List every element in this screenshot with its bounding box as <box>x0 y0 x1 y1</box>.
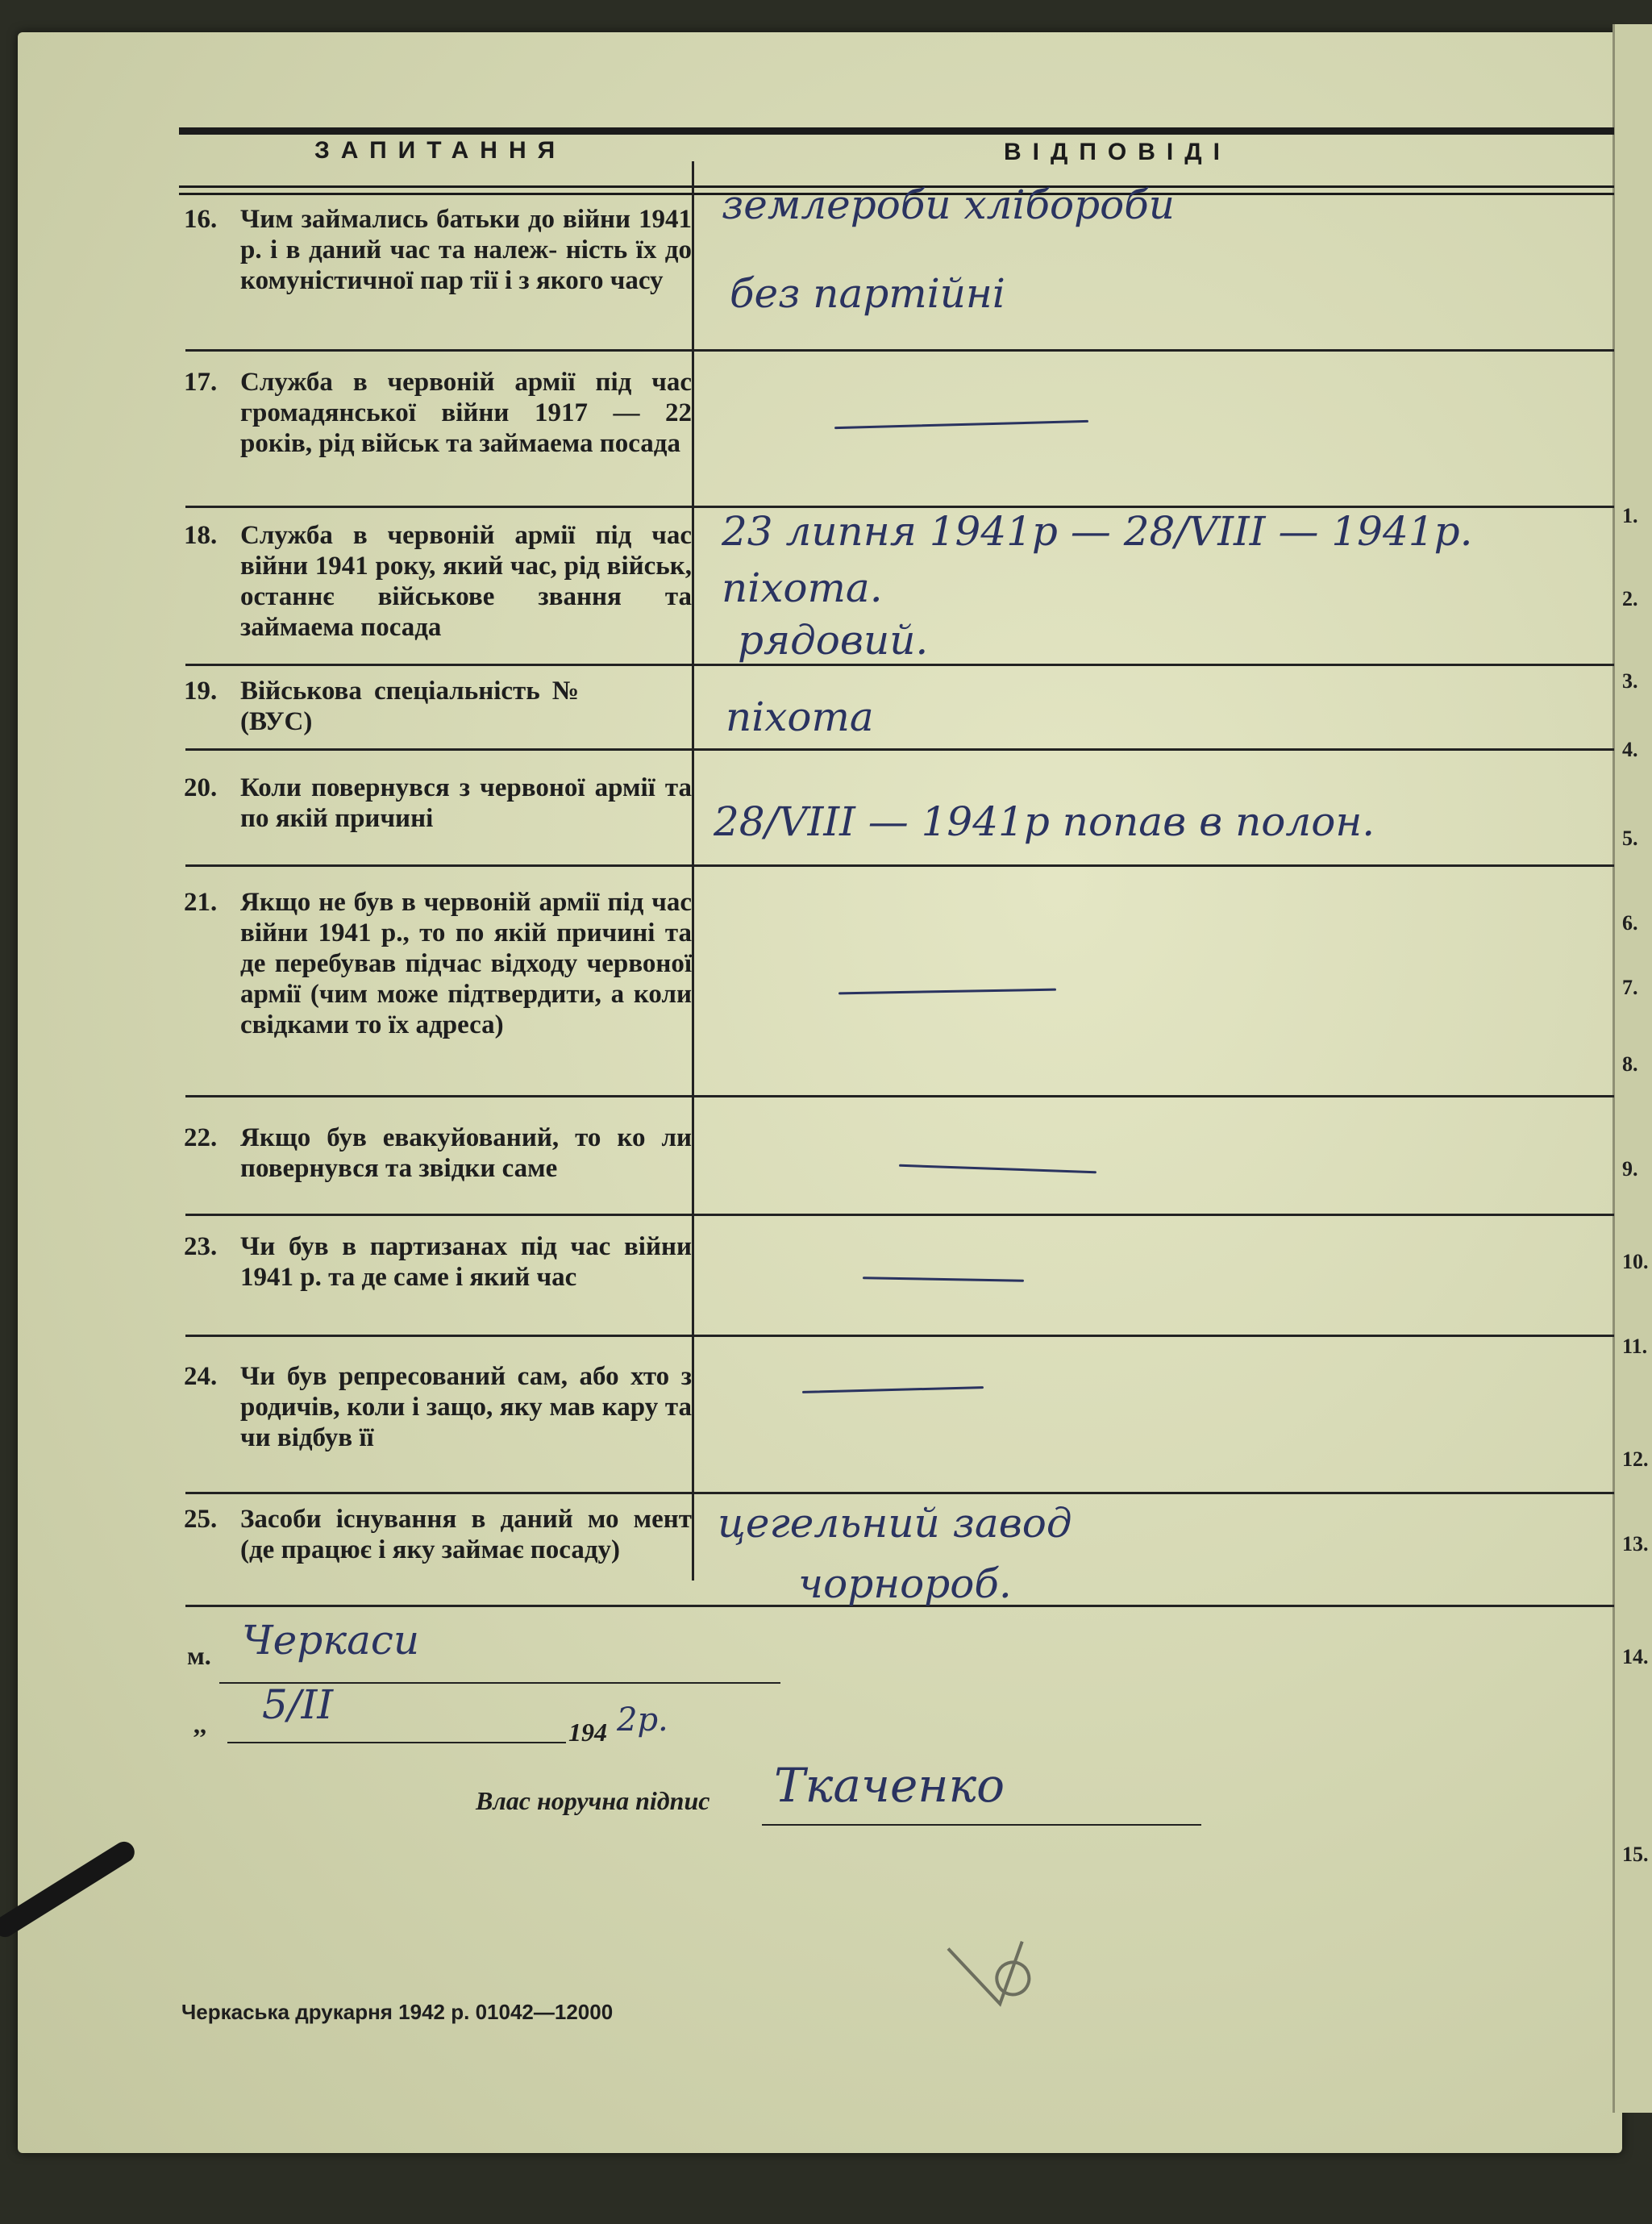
question-16 <box>184 204 692 296</box>
date-year-printed: 194 <box>568 1718 607 1747</box>
question-text: Військова спеціальність № (ВУС) <box>240 677 579 736</box>
question-25 <box>184 1504 692 1565</box>
question-22 <box>184 1122 692 1184</box>
question-number: 20. <box>184 773 218 802</box>
adjacent-page-number: 12. <box>1622 1447 1649 1471</box>
adjacent-page-number: 5. <box>1622 827 1638 850</box>
row-separator <box>185 748 1614 751</box>
date-year-handwritten: 2р. <box>617 1701 668 1739</box>
place-value: Черкаси <box>242 1617 420 1664</box>
date-underline <box>227 1742 566 1743</box>
row-separator <box>185 1095 1614 1097</box>
question-number: 24. <box>184 1362 218 1391</box>
question-text: Якщо не був в червоній армії під час війни 1941 р., то по якій причині та де перебував підчас відходу червоної армії (чим може підтвердити, а коли свідками то їх адреса) <box>240 888 692 1039</box>
question-text: Чи був репресований сам, або хто з родичів, коли і защо, яку мав кару та чи відбув її <box>240 1362 692 1452</box>
adjacent-page-number: 11. <box>1622 1335 1648 1358</box>
answer-16-line-2: без партійні <box>730 270 1005 317</box>
adjacent-page-number: 7. <box>1622 976 1638 999</box>
question-number: 16. <box>184 205 218 234</box>
answer-25-line-2: чорнороб. <box>798 1560 1012 1607</box>
question-number: 17. <box>184 368 218 397</box>
adjacent-page-number: 3. <box>1622 669 1638 693</box>
question-17 <box>184 367 692 459</box>
signature-value: Ткаченко <box>774 1758 1005 1813</box>
row-separator <box>185 1492 1614 1494</box>
question-21 <box>184 887 692 1040</box>
column-divider <box>692 161 694 1581</box>
adjacent-page-number: 15. <box>1622 1843 1649 1866</box>
answers-header: ВІДПОВІДІ <box>1004 139 1231 165</box>
adjacent-page-number: 4. <box>1622 738 1638 761</box>
row-separator <box>185 864 1614 867</box>
question-text: Чим займались батьки до війни 1941 р. і в даний час та належ- ність їх до комуністичної пар тії і з якого часу <box>240 205 692 295</box>
question-number: 25. <box>184 1505 218 1534</box>
question-number: 19. <box>184 677 218 706</box>
question-number: 21. <box>184 888 218 917</box>
question-text: Служба в червоній армії під час громадянської війни 1917 — 22 років, рід військ та займаема посада <box>240 368 692 458</box>
signature-label: Влас норучна підпис <box>476 1786 710 1815</box>
question-text: Якщо був евакуйований, то ко ли повернувся та звідки саме <box>240 1123 692 1183</box>
answer-19: піхота <box>726 693 874 740</box>
question-number: 23. <box>184 1232 218 1261</box>
question-text: Засоби існування в даний мо мент (де працює і яку займає посаду) <box>240 1505 692 1564</box>
question-24 <box>184 1361 692 1453</box>
row-separator <box>185 1214 1614 1216</box>
answer-16-line-1: землероби хлібороби <box>722 181 1175 228</box>
question-number: 22. <box>184 1123 218 1152</box>
signature-underline <box>762 1824 1201 1826</box>
adjacent-page-number: 8. <box>1622 1052 1638 1076</box>
question-23 <box>184 1231 692 1293</box>
question-number: 18. <box>184 521 218 550</box>
header-top-rule <box>179 127 1614 135</box>
question-text: Коли повернувся з червоної армії та по якій причині <box>240 773 692 833</box>
printer-imprint: Черкаська друкарня 1942 р. 01042—12000 <box>181 2000 614 2024</box>
question-text: Служба в червоній армії під час війни 1941 року, який час, рід військ, останнє військове звання та займаема посада <box>240 521 692 642</box>
place-prefix: м. <box>187 1641 211 1670</box>
question-text: Чи був в партизанах під час війни 1941 р. та де саме і який час <box>240 1232 692 1292</box>
date-value: 5/II <box>262 1681 334 1728</box>
adjacent-page-number: 13. <box>1622 1532 1649 1556</box>
answer-25-line-1: цегельний завод <box>718 1500 1072 1547</box>
row-separator <box>185 1335 1614 1337</box>
questions-header: ЗАПИТАННЯ <box>314 137 567 164</box>
adjacent-page-number: 6. <box>1622 911 1638 935</box>
adjacent-page-number: 2. <box>1622 587 1638 610</box>
row-separator <box>185 664 1614 666</box>
answer-18-line-2: піхота. <box>722 564 883 611</box>
adjacent-page-number: 1. <box>1622 504 1638 527</box>
question-20 <box>184 773 692 834</box>
adjacent-page-number: 9. <box>1622 1157 1638 1181</box>
question-18 <box>184 520 692 643</box>
question-19 <box>184 676 692 737</box>
row-separator <box>185 349 1614 352</box>
answer-18-line-1: 23 липня 1941р — 28/VIII — 1941р. <box>722 508 1473 555</box>
adjacent-page-number: 10. <box>1622 1250 1649 1273</box>
answer-18-line-3: рядовий. <box>738 617 929 664</box>
date-prefix: ,, <box>193 1710 206 1739</box>
answer-20: 28/VIII — 1941р попав в полон. <box>714 798 1375 845</box>
adjacent-page-number: 14. <box>1622 1645 1649 1668</box>
